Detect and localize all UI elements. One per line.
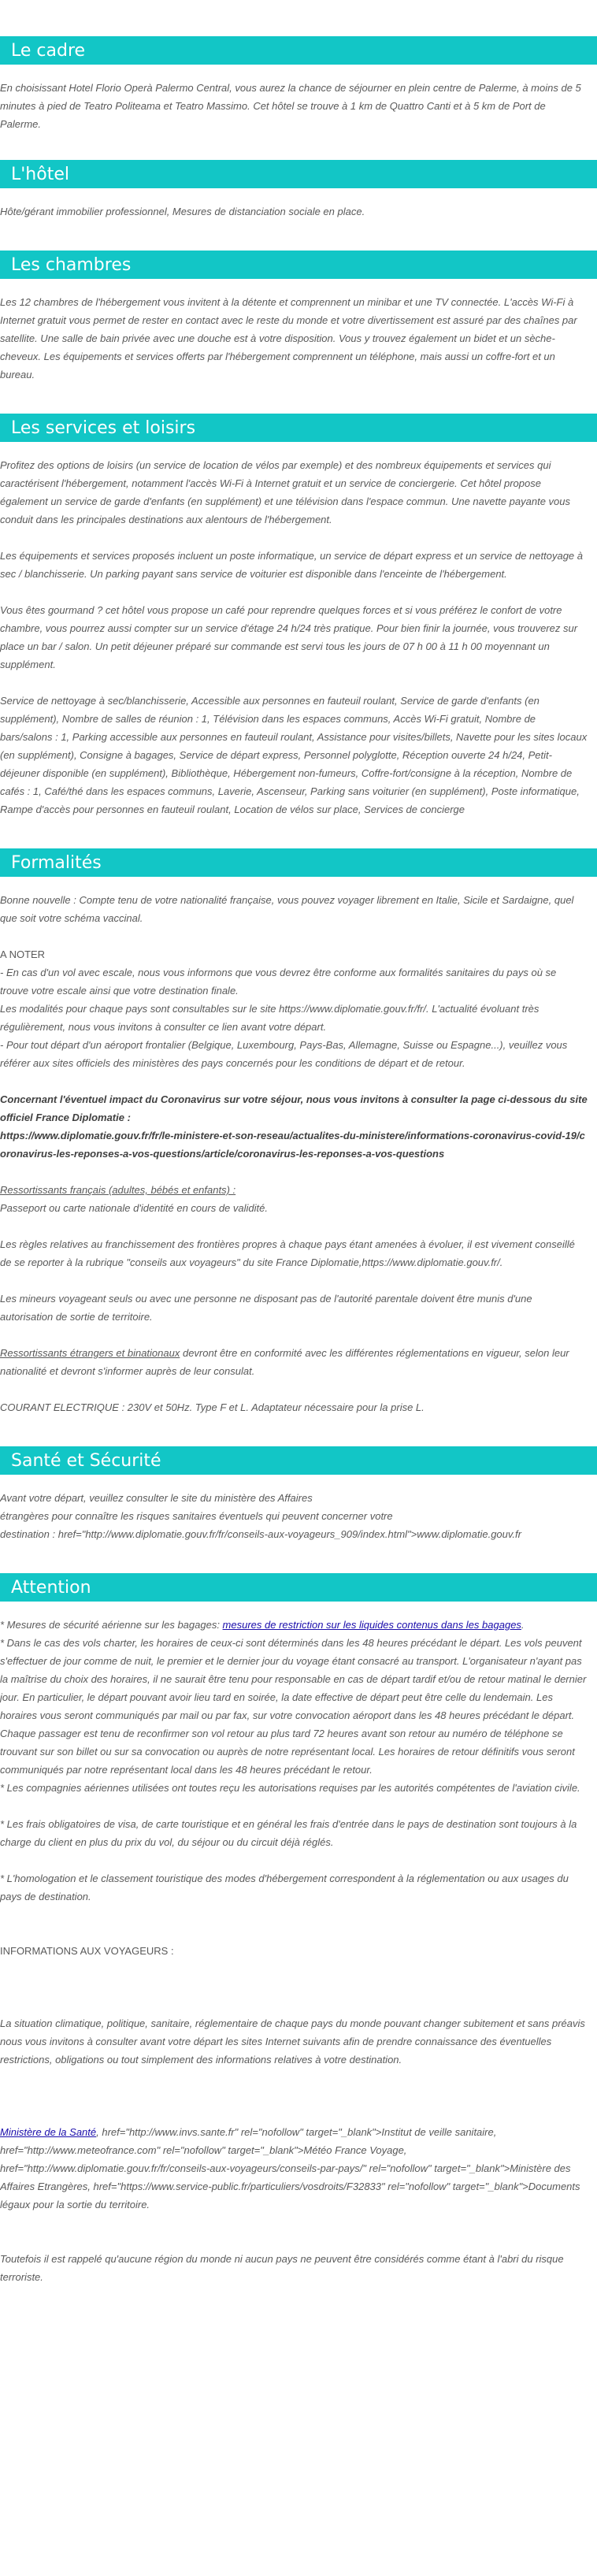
paragraph: - Pour tout départ d'un aéroport frontalier (Belgique, Luxembourg, Pays-Bas, Allemagne, Suisse ou Espagne...), veuillez vous référer aux sites officiels des ministères des pays concernés pour les conditions de départ et de retour. <box>0 1039 568 1069</box>
paragraph <box>0 1616 588 1634</box>
paragraph: Passeport ou carte nationale d'identité en cours de validité. <box>0 1202 268 1214</box>
paragraph: nous vous invitons à consulter avant votre départ les sites Internet suivants afin de prendre connaissance des éventuelles restrictions, obligations ou tout simplement des informations relatives à votre destination. <box>0 2036 552 2066</box>
section-body-hotel <box>0 188 588 221</box>
section-body-services <box>0 442 588 818</box>
coronavirus-notice: Concernant l'éventuel impact du Coronavirus sur votre séjour, nous vous invitons à consulter la page ci-dessous du site officiel France Diplomatie : <box>0 1093 588 1123</box>
paragraph: Bonne nouvelle : Compte tenu de votre nationalité française, vous pouvez voyager librement en Italie, Sicile et Sardaigne, quel que soit votre schéma vaccinal. <box>0 894 574 924</box>
section-title: Santé et Sécurité <box>11 1451 161 1471</box>
paragraph-text: . <box>521 1619 525 1631</box>
section-header-attention <box>0 1573 597 1602</box>
paragraph: Les mineurs voyageant seuls ou avec une personne ne disposant pas de l'autorité parentale doivent être munis d'une autorisation de sortie de territoire. <box>0 1293 532 1323</box>
paragraph: En choisissant Hotel Florio Operà Palermo Central, vous aurez la chance de séjourner en plein centre de Palerme, à moins de 5 minutes à pied de Teatro Politeama et Teatro Massimo. Cet hôtel se trouve à 1 km de Quattro Canti et à 5 km de Port de Palerme. <box>0 82 581 130</box>
section-header-hotel <box>0 160 597 188</box>
paragraph-text: * Mesures de sécurité aérienne sur les bagages: <box>0 1619 223 1631</box>
section-header-services <box>0 414 597 442</box>
paragraph: Hôte/gérant immobilier professionnel, Mesures de distanciation sociale en place. <box>0 206 365 217</box>
paragraph: Service de nettoyage à sec/blanchisserie, Accessible aux personnes en fauteuil roulant, Service de garde d'enfants (en supplément), Nombre de salles de réunion : 1, Télévision dans les espaces communs, Accès Wi-Fi gratuit, Nombre de bars/salons : 1, Parking accessible aux personnes en fauteuil roulant, Assistance pour visites/billets, Navette pour les sites locaux (en supplément), Consigne à bagages, Service de départ express, Personnel polyglotte, Réception ouverte 24 h/24, Petit-déjeuner disponible (en supplément), Bibliothèque, Hébergement non-fumeurs, Coffre-fort/consigne à la réception, Nombre de cafés : 1, Café/thé dans les espaces communs, Laverie, Ascenseur, Parking sans voiturier (en supplément), Poste informatique, Rampe d'accès pour personnes en fauteuil roulant, Location de vélos sur place, Services de concierge <box>0 695 588 815</box>
paragraph: Les modalités pour chaque pays sont consultables sur le site https://www.diplomatie.gouv.fr/fr/. L'actualité évoluant très régulièrement, nous vous invitons à consulter ce lien avant votre départ. <box>0 1003 540 1033</box>
paragraph-text: devront être en conformité avec les différentes réglementations en vigueur, selon leur nationalité et devront s'informer auprès de leur consulat. <box>0 1347 569 1377</box>
paragraph: Avant votre départ, veuillez consulter le site du ministère des Affaires <box>0 1492 313 1504</box>
note-heading: A NOTER <box>0 948 46 960</box>
ministere-sante-link[interactable]: Ministère de la Santé <box>0 2126 97 2138</box>
paragraph: Les équipements et services proposés incluent un poste informatique, un service de départ express et un service de nettoyage à sec / blanchisserie. Un parking payant sans service de voiturier est disponible dans l'enceinte de l'hébergement. <box>0 550 583 580</box>
section-header-chambres <box>0 251 597 279</box>
paragraph: * Les compagnies aériennes utilisées ont toutes reçu les autorisations requises par les autorités compétentes de l'aviation civile. <box>0 1782 580 1794</box>
paragraph: Profitez des options de loisirs (un service de location de vélos par exemple) et des nombreux équipements et services qui caractérisent l'hébergement, notamment l'accès Wi-Fi à Internet gratuit et un service de conciergerie. Cet hôtel propose également un service de garde d'enfants (en supplément) et une télévision dans l'espace commun. Une navette payante vous conduit dans les principales destinations aux alentours de l'hébergement. <box>0 459 571 525</box>
paragraph: * L'homologation et le classement touristique des modes d'hébergement correspondent à la réglementation ou aux usages du pays de destination. <box>0 1873 569 1902</box>
subheading-french-nationals: Ressortissants français (adultes, bébés et enfants) : <box>0 1184 236 1196</box>
coronavirus-link[interactable]: https://www.diplomatie.gouv.fr/fr/le-ministere-et-son-reseau/actualites-du-ministere/informations-coronavirus-covid-19/coronavirus-les-reponses-a-vos-questions/article/coronavirus-les-reponses-a-vos-questions <box>0 1130 585 1160</box>
paragraph: La situation climatique, politique, sanitaire, réglementaire de chaque pays du monde pouvant changer subitement et sans préavis <box>0 2017 585 2029</box>
section-title: Attention <box>11 1578 91 1598</box>
travellers-info-heading: INFORMATIONS AUX VOYAGEURS : <box>0 1945 174 1957</box>
section-title: Le cadre <box>11 41 86 61</box>
paragraph: * Dans le cas des vols charter, les horaires de ceux-ci sont déterminés dans les 48 heures précédant le départ. Les vols peuvent s'effectuer de jour comme de nuit, le premier et le dernier jour du voyage étant consacré au transport. L'organisateur n'ayant pas la maîtrise du choix des horaires, il ne saurait être tenu pour responsable en cas de départ tardif et/ou de retour matinal le dernier jour. En particulier, le départ pouvant avoir lieu tard en soirée, la date effective de départ peut être celle du lendemain. Les horaires vous seront communiqués par mail ou par fax, sur votre convocation aéroport dans les 48 heures précédant le départ. Chaque passager est tenu de reconfirmer son vol retour au plus tard 72 heures avant son retour au numéro de téléphone se trouvant sur son billet ou sur sa convocation ou auprès de notre représentant local. Les horaires de retour définitifs vous seront communiqués par notre représentant local dans les 48 heures précédant le retour. <box>0 1637 587 1776</box>
paragraph: * Les frais obligatoires de visa, de carte touristique et en général les frais d'entrée dans le pays de destination sont toujours à la charge du client en plus du prix du vol, du séjour ou du circuit déjà réglés. <box>0 1818 577 1848</box>
section-title: Les chambres <box>11 255 132 275</box>
section-title: Les services et loisirs <box>11 418 196 438</box>
section-body-chambres <box>0 279 588 384</box>
electric-info: COURANT ELECTRIQUE : 230V et 50Hz. Type F et L. Adaptateur nécessaire pour la prise L. <box>0 1401 425 1413</box>
paragraph: - En cas d'un vol avec escale, nous vous informons que vous devrez être conforme aux formalités sanitaires du pays où se trouve votre escale ainsi que votre destination finale. <box>0 967 557 997</box>
section-header-sante <box>0 1446 597 1475</box>
paragraph: Les 12 chambres de l'hébergement vous invitent à la détente et comprennent un minibar et une TV connectée. L'accès Wi-Fi à Internet gratuit vous permet de rester en contact avec le reste du monde et votre divertissement est assuré par des chaînes par satellite. Une salle de bain privée avec une douche est à votre disposition. Vous y trouvez également un bidet et un sèche-cheveux. Les équipements et services offerts par l'hébergement comprennent un téléphone, mais aussi un coffre-fort et un bureau. <box>0 296 577 380</box>
paragraph: destination : href="http://www.diplomatie.gouv.fr/fr/conseils-aux-voyageurs_909/index.html">www.diplomatie.gouv.fr <box>0 1528 521 1540</box>
section-title: L'hôtel <box>11 165 69 184</box>
section-body-sante <box>0 1475 588 1543</box>
paragraph: Toutefois il est rappelé qu'aucune région du monde ni aucun pays ne peuvent être considérés comme étant à l'abri du risque terroriste. <box>0 2253 564 2283</box>
paragraph: Les règles relatives au franchissement des frontières propres à chaque pays étant amenées à évoluer, il est vivement conseillé de se reporter à la rubrique "conseils aux voyageurs" du site France Diplomatie,https://www.diplomatie.gouv.fr/. <box>0 1238 575 1268</box>
paragraph: étrangères pour connaître les risques sanitaires éventuels qui peuvent concerner votre <box>0 1510 393 1522</box>
paragraph <box>0 1344 588 1380</box>
section-title: Formalités <box>11 853 102 873</box>
subheading-foreign-nationals: Ressortissants étrangers et binationaux <box>0 1347 180 1359</box>
liquids-restriction-link[interactable]: mesures de restriction sur les liquides contenus dans les bagages <box>222 1619 521 1631</box>
paragraph: Vous êtes gourmand ? cet hôtel vous propose un café pour reprendre quelques forces et si vous préférez le confort de votre chambre, vous pourrez aussi compter sur un service d'étage 24 h/24 très pratique. Pour bien finir la journée, vous trouverez sur place un bar / salon. Un petit déjeuner préparé sur commande est servi tous les jours de 07 h 00 à 11 h 00 moyennant un supplément. <box>0 604 578 670</box>
section-body-formalites <box>0 877 588 1416</box>
section-header-formalites <box>0 848 597 877</box>
section-body-attention <box>0 1602 588 2286</box>
section-header-cadre <box>0 36 597 65</box>
section-body-cadre <box>0 65 588 133</box>
paragraph <box>0 2123 588 2214</box>
paragraph-text: , href="http://www.invs.sante.fr" rel="nofollow" target="_blank">Institut de veille sanitaire, href="http://www.meteofrance.com" rel="nofollow" target="_blank">Météo France Voyage, href="http://www.diplomatie.gouv.fr/fr/conseils-aux-voyageurs/conseils-par-pays/" rel="nofollow" target="_blank">Ministère des Affaires Etrangères, href="https://www.service-public.fr/particuliers/vosdroits/F32833" rel="nofollow" target="_blank">Documents légaux pour la sortie du territoire. <box>0 2126 580 2210</box>
